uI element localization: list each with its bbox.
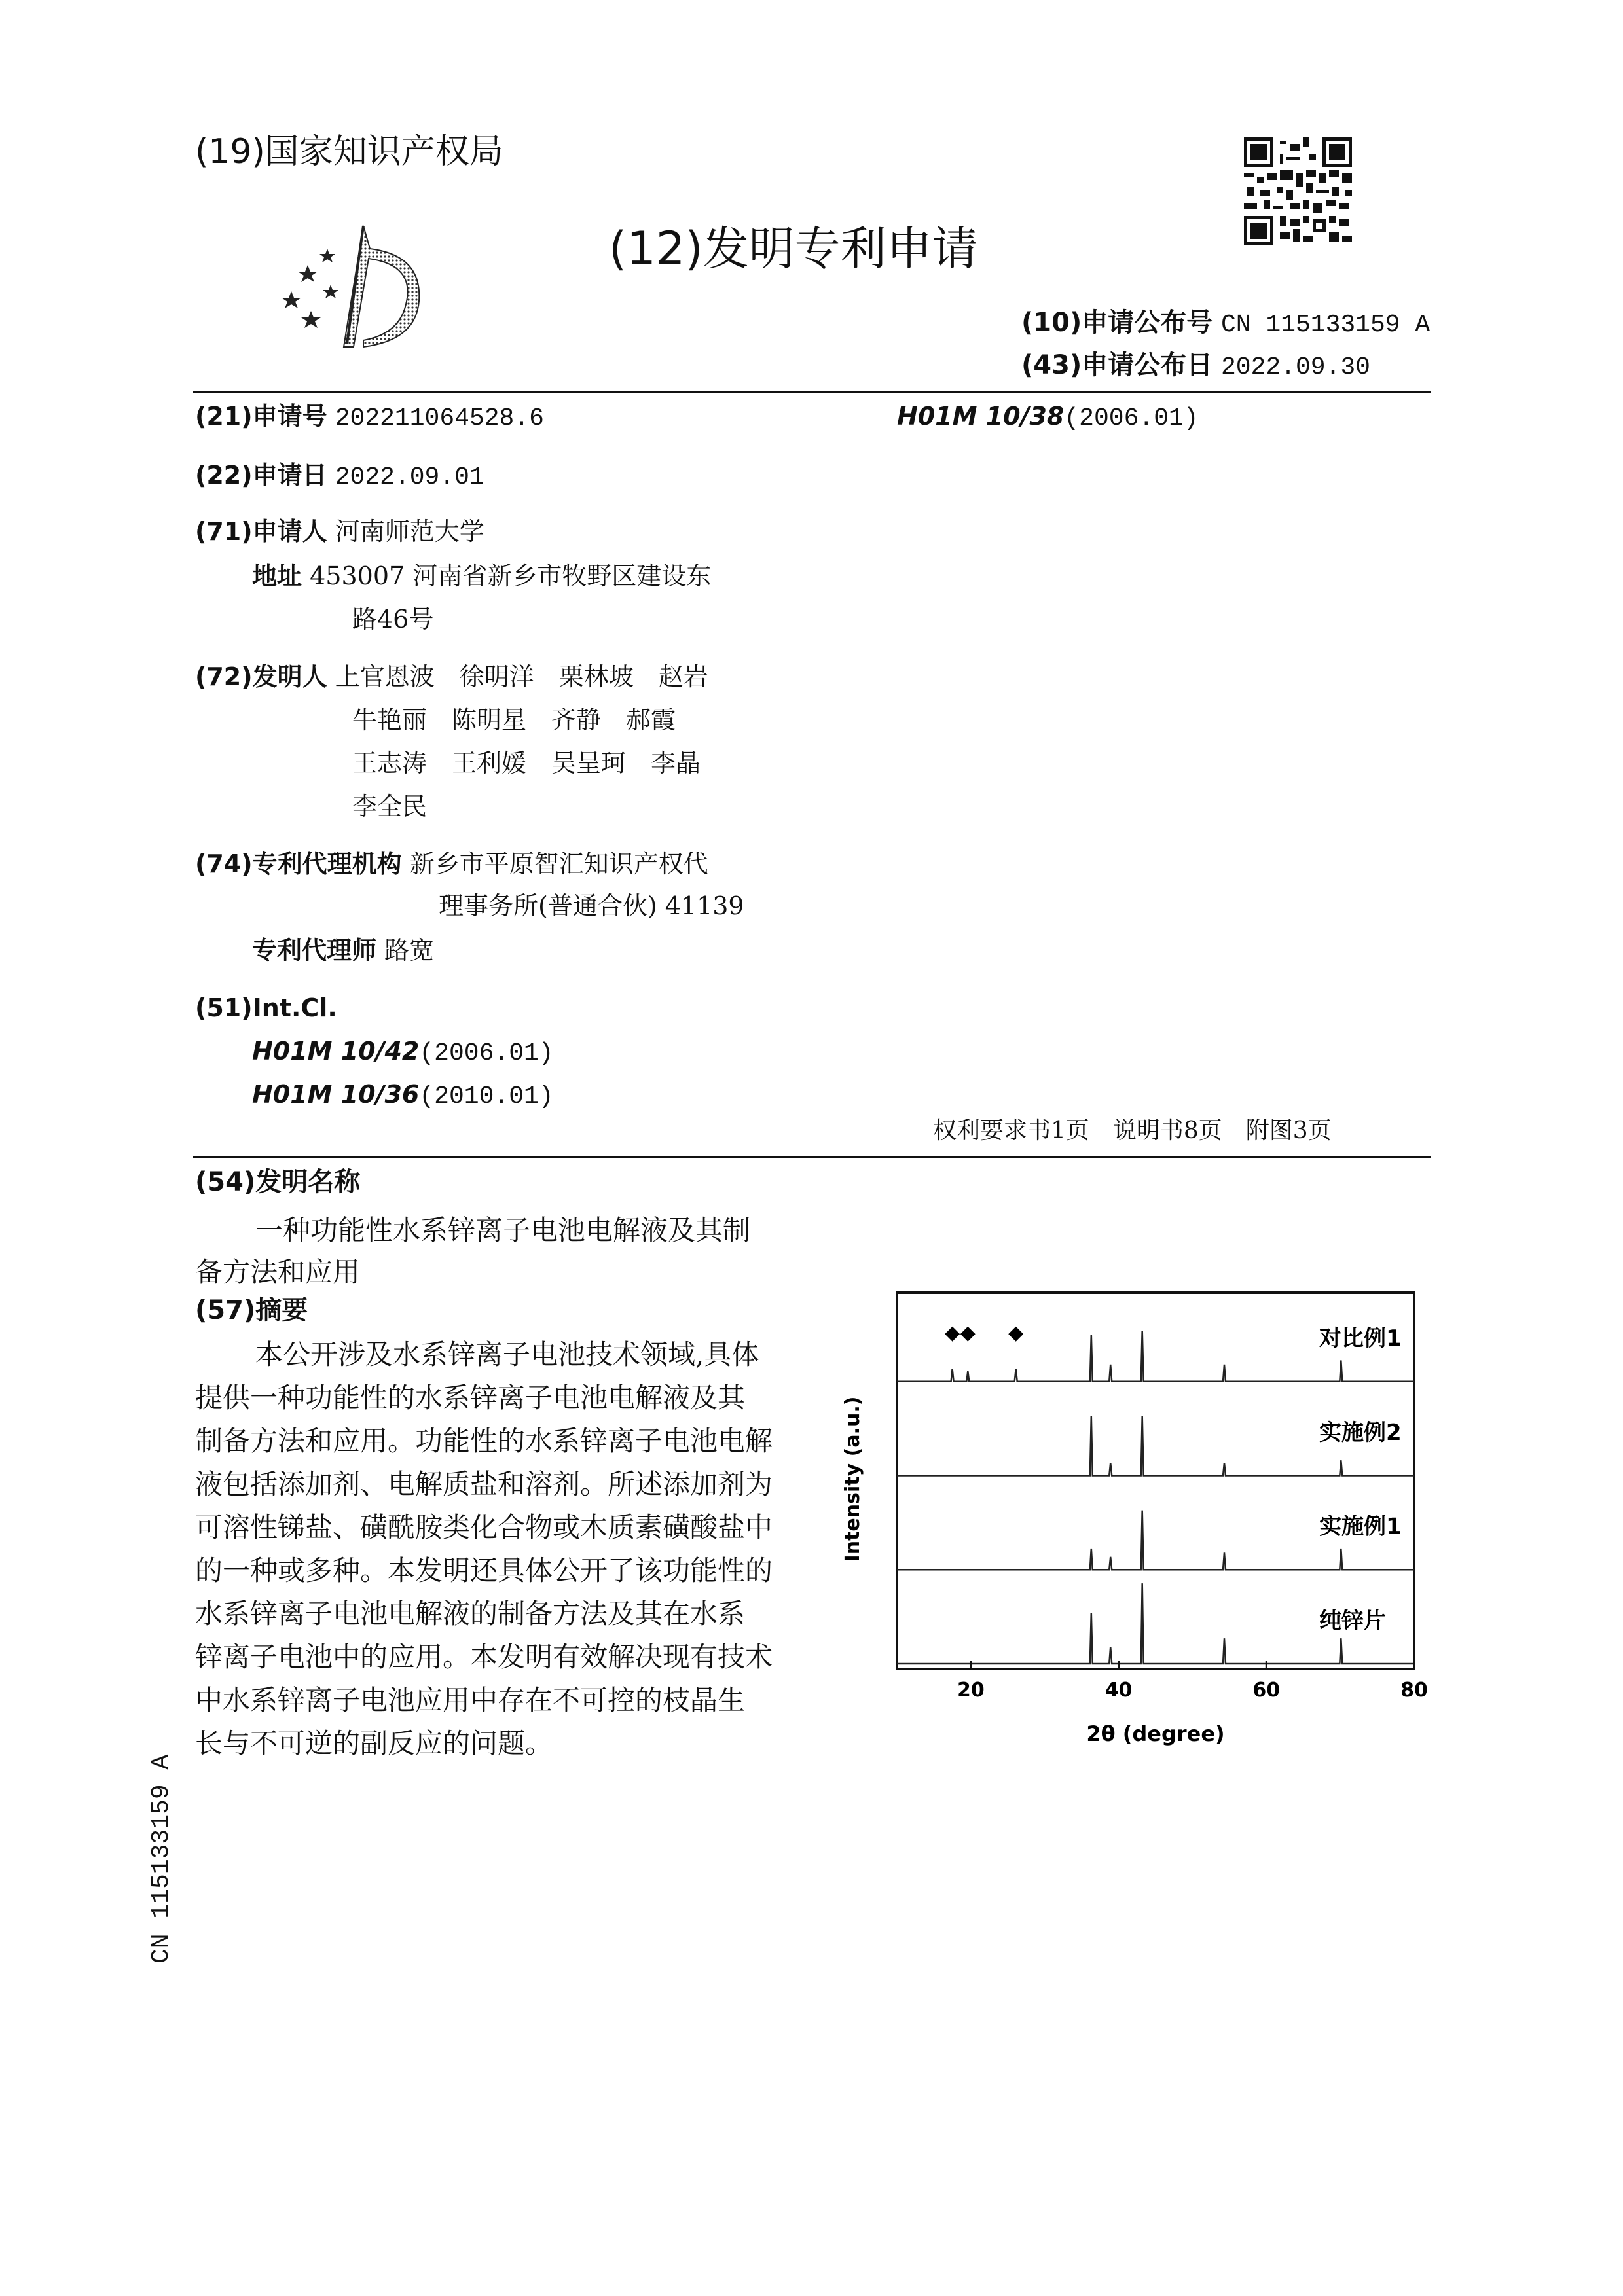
abstract-line: 长与不可逆的副反应的问题。 — [195, 1727, 553, 1759]
address-label: 地址 — [252, 562, 302, 590]
invention-title-line-1: 一种功能性水系锌离子电池电解液及其制 — [255, 1214, 751, 1246]
class-year-1: (2006.01) — [419, 1039, 554, 1067]
x-tick-label: 80 — [1400, 1679, 1428, 1702]
phase-marker: ◆ — [960, 1321, 976, 1345]
x-tick-label: 20 — [957, 1679, 985, 1702]
abstract-line: 的一种或多种。本发明还具体公开了该功能性的 — [195, 1554, 773, 1587]
publication-date: 2022.09.30 — [1220, 353, 1370, 382]
abstract-line: 中水系锌离子电池应用中存在不可控的枝晶生 — [195, 1684, 746, 1716]
class-code-1: H01M 10/42 — [252, 1037, 420, 1066]
agent-row — [252, 935, 434, 966]
applicant-label: (71)申请人 — [195, 517, 327, 546]
series-label: 实施例1 — [1319, 1513, 1402, 1540]
address-line-1: 453007 河南省新乡市牧野区建设东 — [310, 562, 712, 590]
agency-line-1: 新乡市平原智汇知识产权代 — [409, 850, 708, 878]
invention-title-line-2: 备方法和应用 — [195, 1256, 361, 1288]
application-date-row — [195, 459, 484, 493]
applicant-row — [195, 516, 484, 547]
section-divider — [193, 1156, 1431, 1158]
agency-label: (74)专利代理机构 — [195, 850, 402, 878]
applicant: 河南师范大学 — [335, 517, 484, 546]
abstract-label: (57)摘要 — [195, 1295, 308, 1325]
invention-title-label: (54)发明名称 — [195, 1167, 361, 1197]
x-tick-label: 40 — [1104, 1679, 1133, 1702]
abstract-line: 水系锌离子电池电解液的制备方法及其在水系 — [195, 1598, 746, 1630]
series-label: 实施例2 — [1319, 1419, 1402, 1446]
abstract-line: 提供一种功能性的水系锌离子电池电解液及其 — [195, 1382, 746, 1414]
class-row-2 — [252, 1079, 554, 1113]
application-date-label: (22)申请日 — [195, 461, 327, 490]
xrd-chart — [831, 1283, 1440, 1754]
class-right-code: H01M 10/38 — [897, 402, 1065, 431]
phase-marker: ◆ — [945, 1321, 960, 1345]
class-year-2: (2010.01) — [419, 1083, 554, 1111]
class-right-year: (2006.01) — [1064, 404, 1199, 433]
publication-number-row — [1021, 306, 1430, 342]
publication-number-label: (10)申请公布号 — [1021, 308, 1213, 338]
publication-date-row — [1021, 349, 1370, 384]
side-publication-number: CN 115133159 A — [147, 1754, 175, 1964]
abstract-line: 制备方法和应用。功能性的水系锌离子电池电解 — [195, 1425, 773, 1457]
agent-label: 专利代理师 — [252, 936, 377, 965]
y-axis-label: Intensity (a.u.) — [841, 1396, 864, 1562]
abstract-line: 可溶性锑盐、磺酰胺类化合物或木质素磺酸盐中 — [195, 1511, 773, 1543]
inventors-line-4: 李全民 — [352, 792, 428, 821]
application-number: 202211064528.6 — [335, 404, 544, 433]
abstract-line: 液包括添加剂、电解质盐和溶剂。所述添加剂为 — [195, 1468, 773, 1500]
application-date: 2022.09.01 — [335, 463, 484, 492]
cnipa-logo-icon — [265, 219, 422, 350]
abstract-line: 本公开涉及水系锌离子电池技术领域,具体 — [255, 1338, 759, 1371]
pages-info: 权利要求书1页 说明书8页 附图3页 — [933, 1117, 1332, 1144]
address-row — [252, 560, 711, 592]
application-number-row — [195, 401, 544, 435]
qr-code-icon — [1244, 137, 1352, 245]
header-divider — [193, 391, 1431, 393]
x-tick-label: 60 — [1252, 1679, 1281, 1702]
phase-marker: ◆ — [1008, 1321, 1024, 1345]
publication-date-label: (43)申请公布日 — [1021, 350, 1213, 380]
inventors-line-3: 王志涛 王利媛 吴呈珂 李晶 — [352, 749, 701, 778]
series-label: 对比例1 — [1319, 1325, 1402, 1352]
inventors-line-2: 牛艳丽 陈明星 齐静 郝霞 — [352, 706, 676, 734]
inventors-line-1: 上官恩波 徐明洋 栗林坡 赵岩 — [335, 662, 708, 691]
inventors-row — [195, 661, 708, 692]
publication-number: CN 115133159 A — [1220, 311, 1431, 339]
agency-row — [195, 848, 708, 880]
application-number-label: (21)申请号 — [195, 402, 327, 431]
series-label: 纯锌片 — [1319, 1607, 1386, 1634]
class-row-1 — [252, 1035, 554, 1069]
intcl-label: (51)Int.Cl. — [195, 994, 337, 1022]
address-line-2: 路46号 — [352, 605, 434, 634]
agency-line-2: 理事务所(普通合伙) 41139 — [439, 891, 744, 920]
agent: 路宽 — [384, 936, 435, 965]
authority-line: (19)国家知识产权局 — [195, 132, 503, 171]
inventors-label: (72)发明人 — [195, 662, 327, 691]
document-type-title: (12)发明专利申请 — [609, 222, 978, 276]
class-code-2: H01M 10/36 — [252, 1080, 420, 1109]
class-right-row — [897, 401, 1199, 435]
x-axis-label: 2θ (degree) — [1086, 1721, 1225, 1746]
abstract-line: 锌离子电池中的应用。本发明有效解决现有技术 — [195, 1641, 773, 1673]
